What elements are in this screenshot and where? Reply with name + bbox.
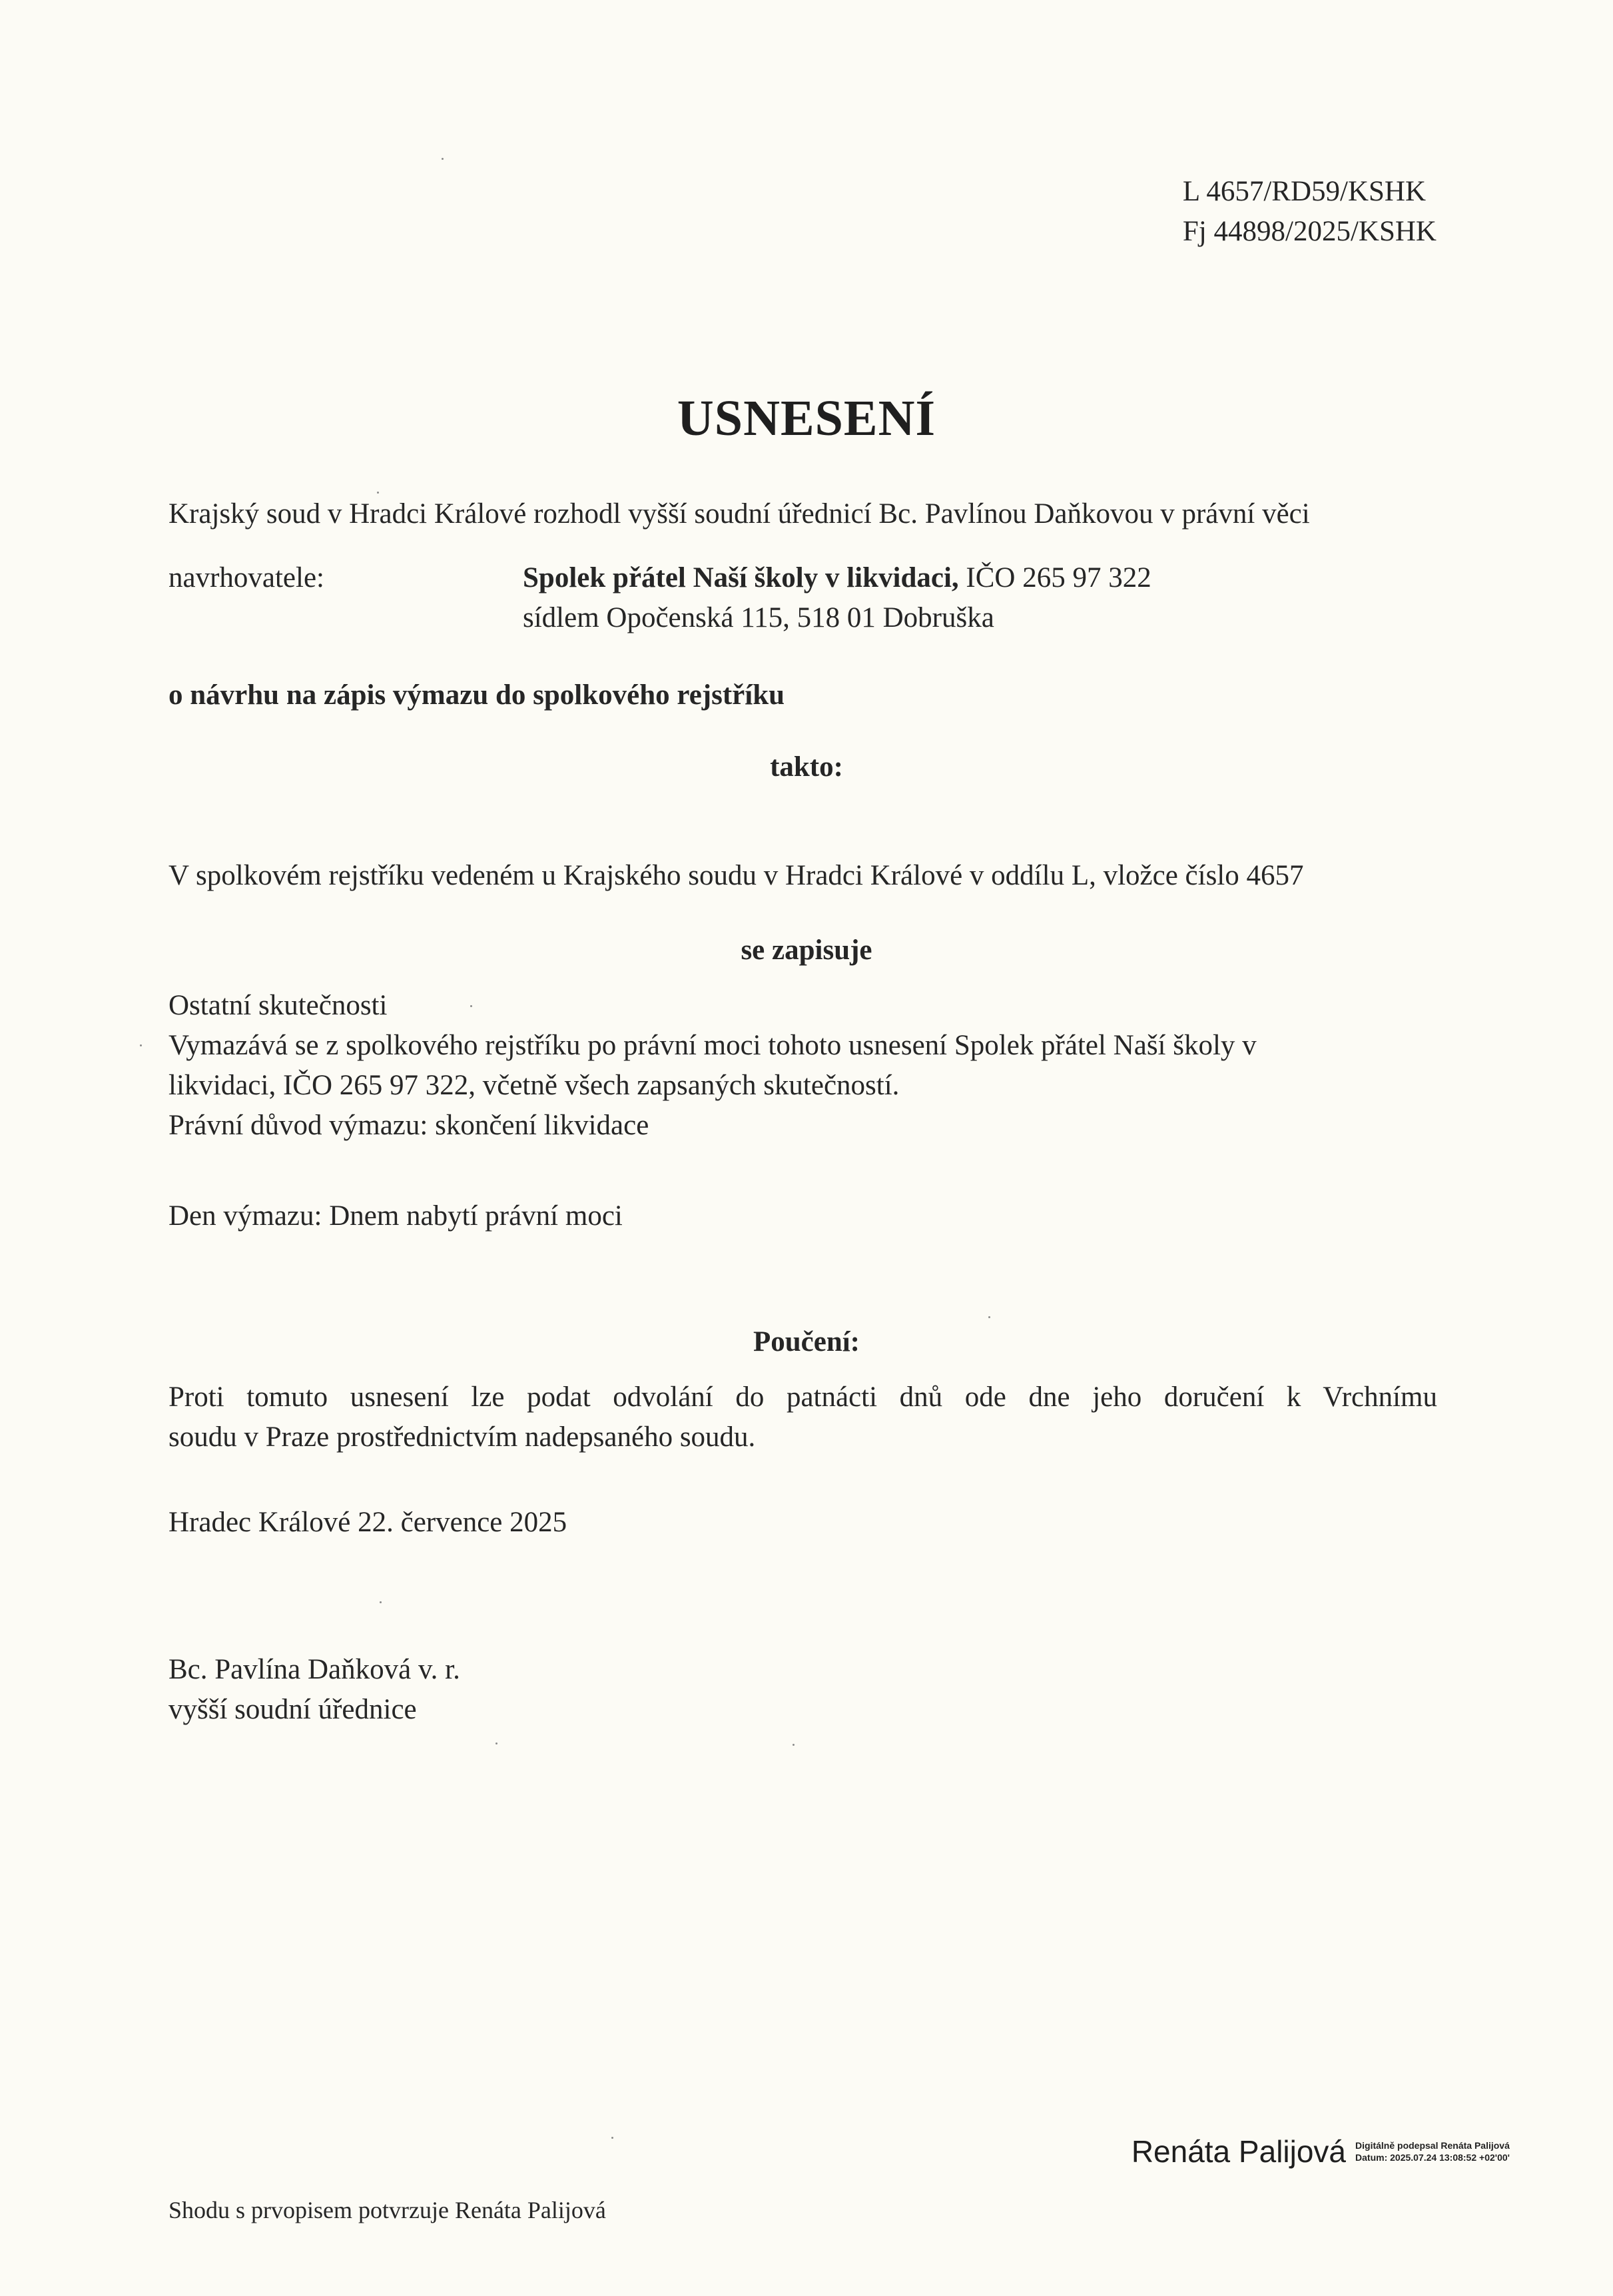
instruction-line-2: soudu v Praze prostřednictvím nadepsaného soudu.: [168, 1421, 756, 1453]
deletion-day: Den výmazu: Dnem nabytí právní moci: [168, 1200, 623, 1232]
scan-speck: [611, 2137, 613, 2139]
document-title: USNESENÍ: [677, 390, 936, 446]
party-name: Spolek přátel Naší školy v likvidaci,: [523, 562, 959, 593]
digital-signature: [1131, 2133, 1510, 2169]
signatory-role: vyšší soudní úřednice: [168, 1694, 417, 1725]
signatory-name: Bc. Pavlína Daňková v. r.: [168, 1654, 460, 1685]
certification-footer: Shodu s prvopisem potvrzuje Renáta Palijová: [168, 2197, 606, 2223]
party-ico: IČO 265 97 322: [958, 562, 1151, 593]
reference-l: L 4657/RD59/KSHK: [1182, 176, 1427, 207]
facts-section: [168, 986, 1257, 1146]
instruction-text: [168, 1377, 1437, 1457]
reference-fj: Fj 44898/2025/KSHK: [1182, 216, 1437, 247]
takto-heading: takto:: [770, 751, 843, 783]
party-name-line: [523, 558, 1151, 598]
scan-speck: [793, 1744, 795, 1746]
scan-speck: [140, 1044, 142, 1046]
party-address: sídlem Opočenská 115, 518 01 Dobruška: [523, 602, 994, 633]
se-zapisuje-heading: se zapisuje: [741, 935, 872, 966]
digital-signature-name: Renáta Palijová: [1131, 2134, 1347, 2169]
scan-speck: [377, 492, 379, 494]
digital-signature-line-2: Datum: 2025.07.24 13:08:52 +02'00': [1355, 2152, 1510, 2163]
facts-line-3: Právní důvod výmazu: skončení likvidace: [168, 1110, 649, 1141]
intro-paragraph: Krajský soud v Hradci Králové rozhodl vyšší soudní úřednicí Bc. Pavlínou Daňkovou v právní věci: [168, 498, 1310, 530]
scan-speck: [495, 1742, 497, 1744]
register-line: V spolkovém rejstříku vedeném u Krajského soudu v Hradci Králové v oddílu L, vložce číslo 4657: [168, 860, 1304, 891]
instruction-heading: Poučení:: [753, 1326, 860, 1357]
facts-line-2: likvidaci, IČO 265 97 322, včetně všech zapsaných skutečností.: [168, 1070, 900, 1101]
instruction-line-1: Proti tomuto usnesení lze podat odvolání do patnácti dnů ode dne jeho doručení k Vrchnímu: [168, 1381, 1437, 1413]
scan-speck: [442, 158, 444, 160]
facts-line-1: Vymazává se z spolkového rejstříku po právní moci tohoto usnesení Spolek přátel Naší školy v: [168, 1030, 1257, 1061]
file-references: [1183, 172, 1437, 252]
scan-speck: [380, 1601, 382, 1603]
subject-line: o návrhu na zápis výmazu do spolkového rejstříku: [168, 679, 785, 711]
facts-heading: Ostatní skutečnosti: [168, 990, 388, 1021]
digital-signature-line-1: Digitálně podepsal Renáta Palijová: [1355, 2140, 1510, 2151]
party-label: navrhovatele:: [168, 562, 325, 593]
digital-signature-details: [1355, 2139, 1510, 2163]
place-and-date: Hradec Králové 22. července 2025: [168, 1507, 567, 1538]
signatory-block: [168, 1650, 460, 1730]
scan-speck: [988, 1316, 990, 1318]
scan-speck: [470, 1005, 472, 1007]
